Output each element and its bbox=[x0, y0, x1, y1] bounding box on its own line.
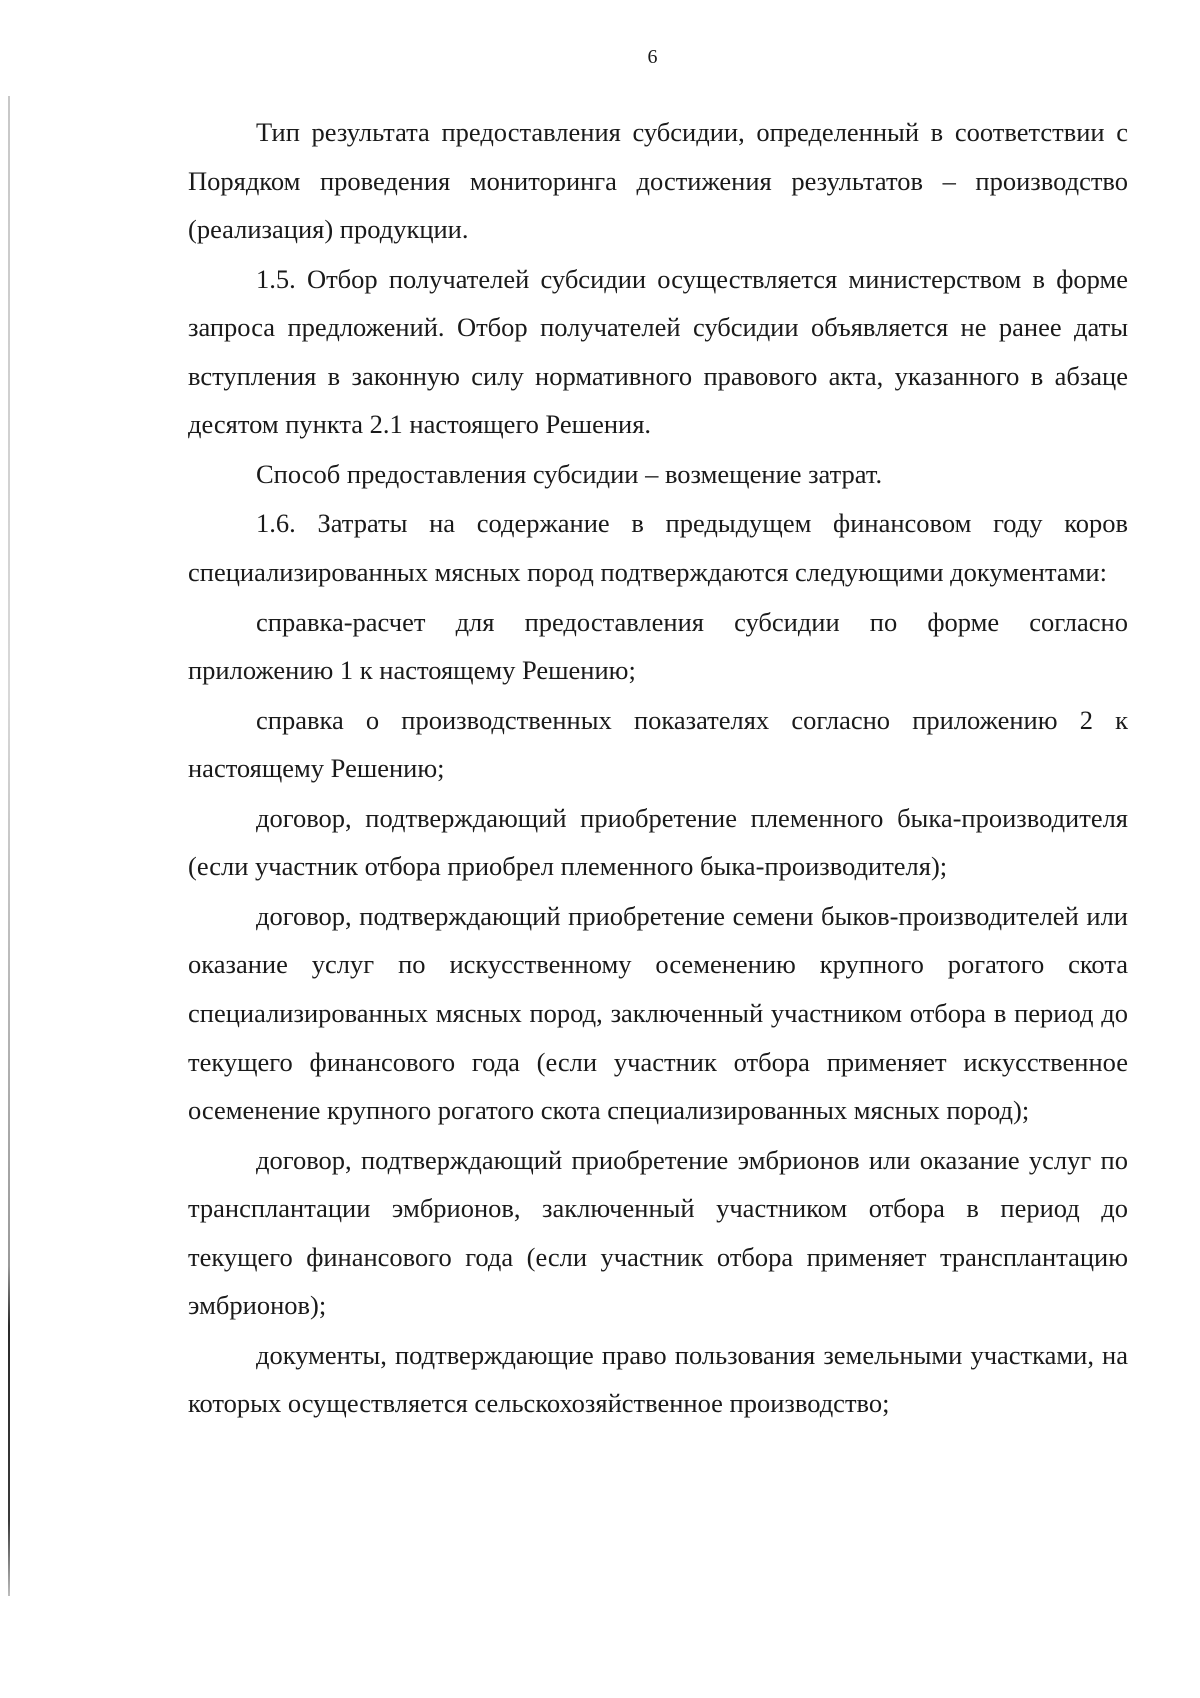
list-item-production-certificate: справка о производственных показателях согласно приложению 2 к настоящему Решению; bbox=[188, 704, 1128, 784]
paragraph-subsidy-method: Способ предоставления субсидии – возмещение затрат. bbox=[256, 458, 883, 489]
list-item-insemination-contract: договор, подтверждающий приобретение семени быков-производителей или оказание услуг по искусственному осеменению крупного рогатого скота специализированных мясных пород, заключенный участником отбора в период до текущего финансового года (если участник отбора применяет искусственное осеменение крупного рогатого скота специализированных мясных пород); bbox=[188, 900, 1128, 1126]
list-item-bull-purchase-contract: договор, подтверждающий приобретение племенного быка-производителя (если участник отбора приобрел племенного быка-производителя); bbox=[188, 802, 1128, 882]
paragraph-result-type: Тип результата предоставления субсидии, определенный в соответствии с Порядком проведения мониторинга достижения результатов – производство (реализация) продукции. bbox=[188, 117, 1128, 245]
list-item-land-documents: документы, подтверждающие право пользования земельными участками, на которых осуществляется сельскохозяйственное производство; bbox=[188, 1339, 1128, 1419]
paragraph-1-5-selection: 1.5. Отбор получателей субсидии осуществляется министерством в форме запроса предложений. Отбор получателей субсидии объявляется не ранее даты вступления в законную силу нормативного правового акта, указанного в абзаце десятом пункта 2.1 настоящего Решения. bbox=[188, 263, 1128, 440]
list-item-embryo-contract: договор, подтверждающий приобретение эмбрионов или оказание услуг по трансплантации эмбрионов, заключенный участником отбора в период до текущего финансового года (если участник отбора применяет трансплантацию эмбрионов); bbox=[188, 1144, 1128, 1321]
list-item-calculation-certificate: справка-расчет для предоставления субсидии по форме согласно приложению 1 к настоящему Решению; bbox=[188, 606, 1128, 686]
scan-edge-line bbox=[8, 96, 10, 1596]
paragraph-1-6-costs: 1.6. Затраты на содержание в предыдущем финансовом году коров специализированных мясных пород подтверждаются следующими документами: bbox=[188, 508, 1128, 588]
page-number: 6 bbox=[647, 46, 658, 68]
document-body bbox=[188, 108, 1128, 1429]
